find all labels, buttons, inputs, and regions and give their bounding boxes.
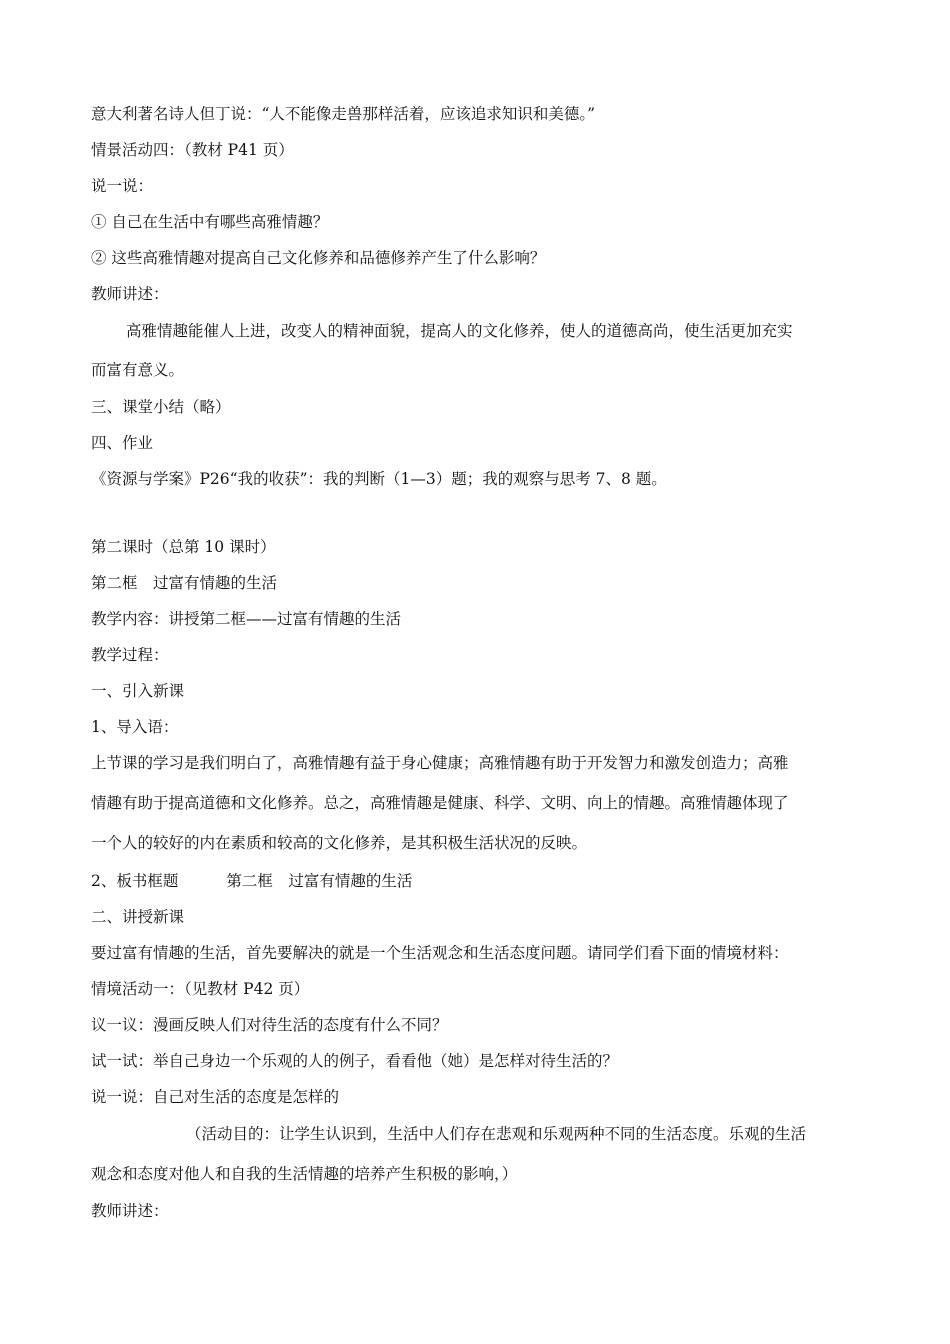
section-title: 第二框 过富有情趣的生活 <box>91 574 278 592</box>
text-line: 情境活动一：（见教材 P42 页） <box>91 980 310 998</box>
text-line: 1、导入语： <box>91 718 179 736</box>
text-line: ① 自己在生活中有哪些高雅情趣？ <box>91 213 329 231</box>
text-line: 二、讲授新课 <box>91 908 185 926</box>
text-line: 情景活动四：（教材 P41 页） <box>91 141 294 159</box>
text-line: 观念和态度对他人和自我的生活情趣的培养产生积极的影响，） <box>91 1165 518 1183</box>
lesson-heading: 第二课时（总第 10 课时） <box>91 538 276 556</box>
text-line: 教师讲述： <box>91 1202 169 1220</box>
text-line: 《资源与学案》P26“我的收获”：我的判断（1—3）题；我的观察与思考 7、8 题。 <box>91 470 667 488</box>
text-line: 说一说： <box>91 177 154 195</box>
text-line: ② 这些高雅情趣对提高自己文化修养和品德修养产生了什么影响？ <box>91 249 546 267</box>
text-line: 三、课堂小结（略） <box>91 398 231 416</box>
text-line: 高雅情趣能催人上进，改变人的精神面貌，提高人的文化修养，使人的道德高尚，使生活更加充实 <box>126 322 793 340</box>
text-line: 试一试：举自己身边一个乐观的人的例子，看看他（她）是怎样对待生活的？ <box>91 1052 619 1070</box>
text-line: 上节课的学习是我们明白了，高雅情趣有益于身心健康；高雅情趣有助于开发智力和激发创造力；高雅 <box>91 754 789 772</box>
board-heading-label: 2、板书框题 <box>91 872 179 890</box>
text-line: 情趣有助于提高道德和文化修养。总之，高雅情趣是健康、科学、文明、向上的情趣。高雅情趣体现了 <box>91 794 789 812</box>
text-line: 议一议：漫画反映人们对待生活的态度有什么不同？ <box>91 1016 448 1034</box>
board-heading-title: 第二框 过富有情趣的生活 <box>226 872 413 890</box>
text-line: （活动目的：让学生认识到，生活中人们存在悲观和乐观两种不同的生活态度。乐观的生活 <box>186 1125 807 1143</box>
text-line: 一、引入新课 <box>91 682 185 700</box>
text-line: 要过富有情趣的生活，首先要解决的就是一个生活观念和生活态度问题。请同学们看下面的情境材料： <box>91 944 789 962</box>
text-line: 教学过程： <box>91 646 169 664</box>
text-line: 四、作业 <box>91 434 154 452</box>
text-line: 教师讲述： <box>91 285 169 303</box>
text-line: 教学内容：讲授第二框——过富有情趣的生活 <box>91 610 402 628</box>
text-line <box>91 871 412 891</box>
text-line: 意大利著名诗人但丁说：“人不能像走兽那样活着，应该追求知识和美德。” <box>91 105 596 123</box>
text-line: 一个人的较好的内在素质和较高的文化修养，是其积极生活状况的反映。 <box>91 834 588 852</box>
text-line: 而富有意义。 <box>91 361 185 379</box>
text-line: 说一说：自己对生活的态度是怎样的 <box>91 1088 340 1106</box>
